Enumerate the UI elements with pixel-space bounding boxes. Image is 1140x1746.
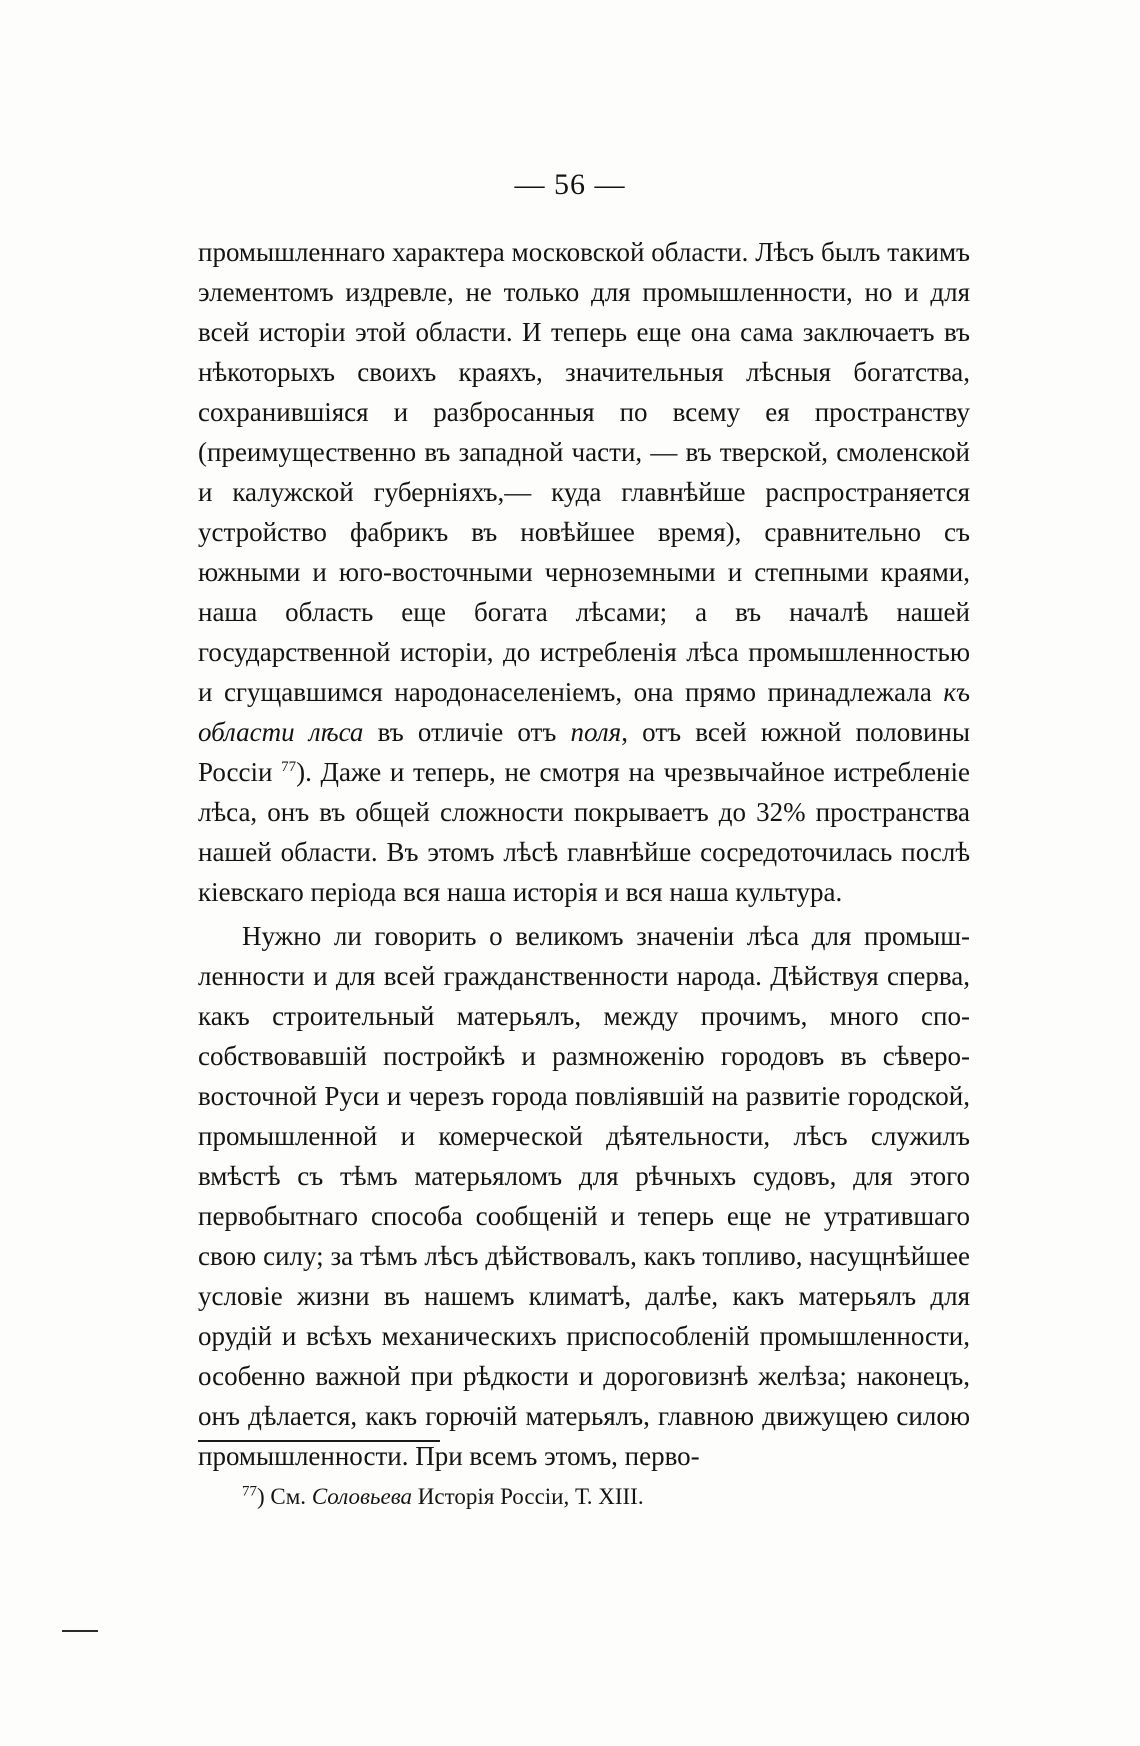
footnote-reference[interactable]: 77	[281, 759, 297, 775]
text-run: , отъ всей южной половины Россіи	[198, 717, 971, 787]
footnote-mark: 77	[242, 1483, 257, 1500]
footnote-separator	[198, 1440, 440, 1442]
footnote-suffix: Исторія Россіи, Т. XIII.	[412, 1484, 644, 1509]
paragraph-2	[198, 916, 970, 1476]
text-run: въ отличіе отъ	[363, 717, 571, 747]
margin-mark	[62, 1630, 98, 1632]
footnote-author: Соловьева	[311, 1484, 413, 1509]
page-number: — 56 —	[514, 168, 626, 201]
footnote-prefix: ) См.	[257, 1484, 312, 1509]
text-run: Нужно ли говорить о великомъ значеніи лѣса для промышленности и для всей гражданственности народа. Дѣйствуя сперва, какъ строительный матерьялъ, между прочимъ, много способствовавшій постройкѣ и размноженію городовъ въ сѣверовосточной Руси и черезъ города повліявшій на развитіе городской, промышленной и комерческой дѣятельности, лѣсъ служилъ вмѣстѣ съ тѣмъ матерьяломъ для рѣчныхъ судовъ, для этого первобытнаго способа сообщеній и теперь еще не утратившaго свою силу; за тѣмъ лѣсъ дѣйствовалъ, какъ топливо, насущнѣйшее условіе жизни въ нашемъ климатѣ, далѣе, какъ матерьялъ для орудій и всѣхъ механическихъ приспособленій промышленности, особенно важной при рѣдкости и дороговизнѣ желѣза; наконецъ, онъ дѣлается, какъ горючій матерьялъ, главною движущею силою промышленности. При всемъ этомъ, перво-	[198, 921, 970, 1471]
text-run: промышленнаго характера московской области. Лѣсъ былъ такимъ элементомъ издревле, не только для промышленности, но и для всей исторіи этой области. И теперь еще она сама заключаетъ въ нѣкоторыхъ своихъ краяхъ, значительныя лѣсныя богатства, сохранившіяся и разбросанныя по всему ея пространству (преимущественно въ западной части, — въ тверской, смоленской и калужской губерніяхъ,— куда главнѣйше распространяется устройство фабрикъ въ новѣйшее время), сравнительно съ южными и юго-восточными черноземными и степными краями, наша область еще богата лѣсами; а въ началѣ нашей государственной исторіи, до истребленія лѣса промышленностью и сгущавшимся народонаселеніемъ, она прямо принадлежала	[198, 237, 970, 707]
paragraph-1	[198, 232, 970, 912]
text-run-italic: поля	[570, 717, 622, 747]
footnote	[242, 1482, 962, 1512]
text-run: ). Даже и теперь, не смотря на чрезвычайное истребленіе лѣса, онъ въ общей сложности покрываетъ до 32% пространства нашей области. Въ этомъ лѣсѣ главнѣйше сосредоточилась послѣ кіевскаго періода вся наша исторія и вся наша культура.	[198, 757, 970, 907]
text-run-italic: къ области лѣса	[198, 677, 970, 747]
body-text	[198, 232, 970, 1476]
